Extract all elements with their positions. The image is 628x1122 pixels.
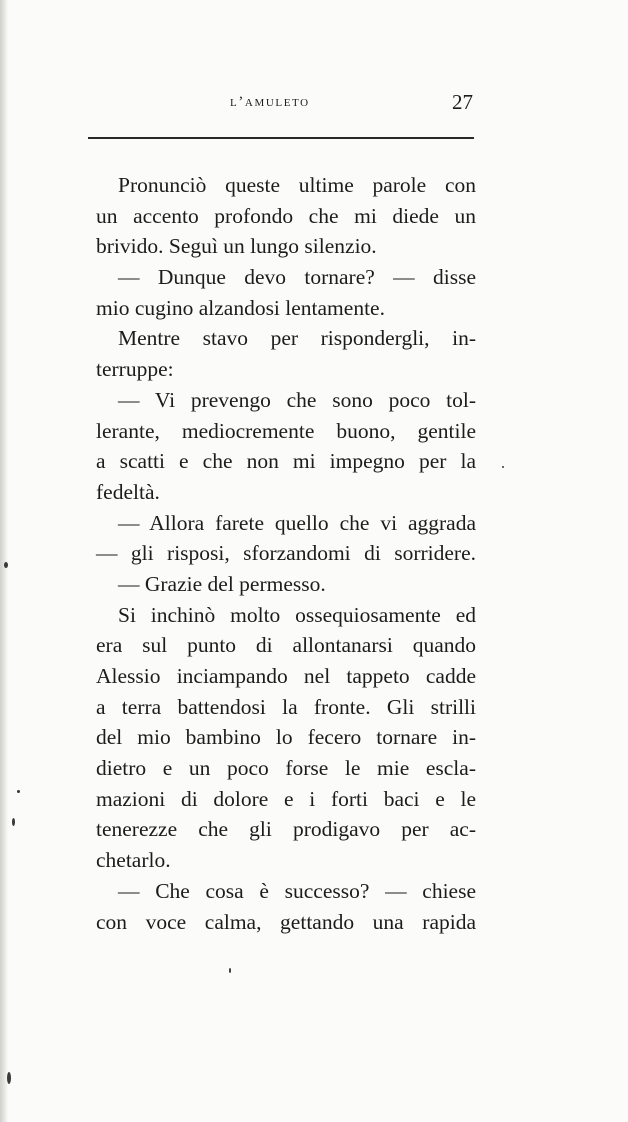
text-line: terruppe:: [96, 357, 174, 382]
text-line: — Dunque devo tornare? — disse: [118, 265, 476, 290]
ink-speck: [229, 968, 231, 973]
text-line: Pronunciò queste ultime parole con: [118, 173, 476, 197]
text-line: del mio bambino lo fecero tornare in-: [96, 725, 476, 750]
text-line: Alessio inciampando nel tappeto cadde: [96, 664, 476, 688]
page-header: [0, 86, 628, 120]
text-line: tenerezze che gli prodigavo per ac-: [96, 817, 476, 842]
ink-speck: [12, 818, 15, 826]
body-text: [96, 170, 476, 937]
header-rule: [88, 137, 474, 139]
running-title: l’amuleto: [230, 94, 310, 110]
text-line: — Grazie del permesso.: [118, 571, 326, 596]
text-line: dietro e un poco forse le mie escla-: [96, 756, 476, 781]
text-line: con voce calma, gettando una rapida: [96, 909, 476, 934]
text-line: — Che cosa è successo? — chiese: [118, 878, 476, 903]
text-line: — gli risposi, sforzandomi di sorridere.: [96, 541, 476, 566]
text-line: mio cugino alzandosi lentamente.: [96, 295, 385, 320]
text-line: — Vi prevengo che sono poco tol-: [118, 387, 476, 412]
page-number: 27: [452, 90, 473, 114]
text-line: un accento profondo che mi diede un: [96, 203, 476, 228]
text-line: — Allora farete quello che vi aggrada: [118, 510, 476, 535]
text-line: fedeltà.: [96, 479, 160, 504]
text-line: Si inchinò molto ossequiosamente ed: [118, 602, 476, 627]
text-line: Mentre stavo per rispondergli, in-: [118, 326, 476, 351]
text-line: a scatti e che non mi impegno per la: [96, 449, 476, 474]
text-line: a terra battendosi la fronte. Gli strilli: [96, 694, 476, 719]
text-line: mazioni di dolore e i forti baci e le: [96, 786, 476, 811]
ink-speck: [4, 562, 8, 568]
text-line: brivido. Seguì un lungo silenzio.: [96, 234, 377, 259]
ink-speck: [17, 790, 20, 793]
ink-speck: [502, 466, 504, 468]
ink-speck: [7, 1072, 11, 1084]
text-line: era sul punto di allontanarsi quando: [96, 633, 476, 658]
text-line: lerante, mediocremente buono, gentile: [96, 418, 476, 443]
page-edge-shadow: [0, 0, 8, 1122]
text-line: chetarlo.: [96, 848, 171, 873]
